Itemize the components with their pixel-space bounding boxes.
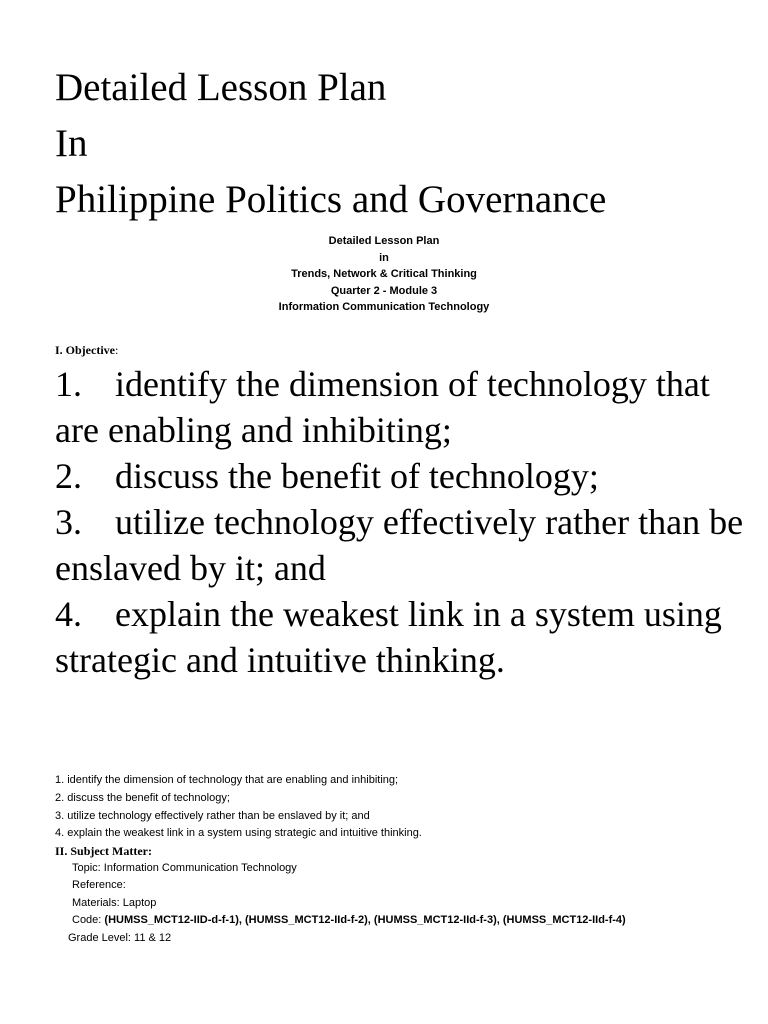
title-line: Detailed Lesson Plan xyxy=(55,66,387,109)
objective-small-item: 3. utilize technology effectively rather than be enslaved by it; and xyxy=(55,809,370,822)
objective-item xyxy=(55,453,755,499)
objective-number: 4. xyxy=(55,594,82,634)
subject-matter-heading: II. Subject Matter: xyxy=(55,844,152,858)
objective-list-small xyxy=(55,772,755,843)
objective-heading-colon: : xyxy=(114,343,119,357)
header-line: Detailed Lesson Plan xyxy=(328,235,440,247)
objective-list-large xyxy=(55,361,755,683)
objective-heading xyxy=(55,342,118,358)
header-line: Trends, Network & Critical Thinking xyxy=(291,268,477,281)
subject-matter-details xyxy=(55,860,755,947)
subject-reference: Reference: xyxy=(72,879,126,892)
objective-text: explain the weakest link in a system using strategic and intuitive thinking. xyxy=(55,594,722,680)
document-title xyxy=(55,60,755,228)
lesson-header-block xyxy=(0,233,768,316)
objective-text: utilize technology effectively rather than be enslaved by it; and xyxy=(55,502,744,588)
subject-materials: Materials: Laptop xyxy=(72,896,157,909)
subject-topic: Topic: Information Communication Technology xyxy=(72,862,297,874)
objective-number: 1. xyxy=(55,364,82,404)
objective-item xyxy=(55,361,755,453)
objective-number: 2. xyxy=(55,456,82,496)
objective-item xyxy=(55,499,755,591)
objective-small-item: 2. discuss the benefit of technology; xyxy=(55,791,230,804)
objective-heading-text: I. Objective xyxy=(55,343,115,357)
subject-code-value: (HUMSS_MCT12-IID-d-f-1), (HUMSS_MCT12-IId-f-2), (HUMSS_MCT12-IId-f-3), (HUMSS_MCT12-IId-f-4) xyxy=(104,914,626,927)
header-line: Information Communication Technology xyxy=(278,301,490,314)
objective-number: 3. xyxy=(55,502,82,542)
subject-grade-level: Grade Level: 11 & 12 xyxy=(68,931,172,944)
objective-text: identify the dimension of technology that are enabling and inhibiting; xyxy=(55,364,710,450)
title-line: Philippine Politics and Governance xyxy=(55,178,607,221)
objective-small-item: 1. identify the dimension of technology that are enabling and inhibiting; xyxy=(55,774,399,786)
subject-code-label: Code: xyxy=(72,914,105,927)
header-line: in xyxy=(379,251,389,264)
objective-small-item: 4. explain the weakest link in a system using strategic and intuitive thinking. xyxy=(55,827,422,840)
header-line: Quarter 2 - Module 3 xyxy=(330,284,438,297)
objective-text: discuss the benefit of technology; xyxy=(115,456,599,496)
subject-code xyxy=(55,912,755,929)
objective-item xyxy=(55,591,755,683)
title-line: In xyxy=(55,122,88,165)
